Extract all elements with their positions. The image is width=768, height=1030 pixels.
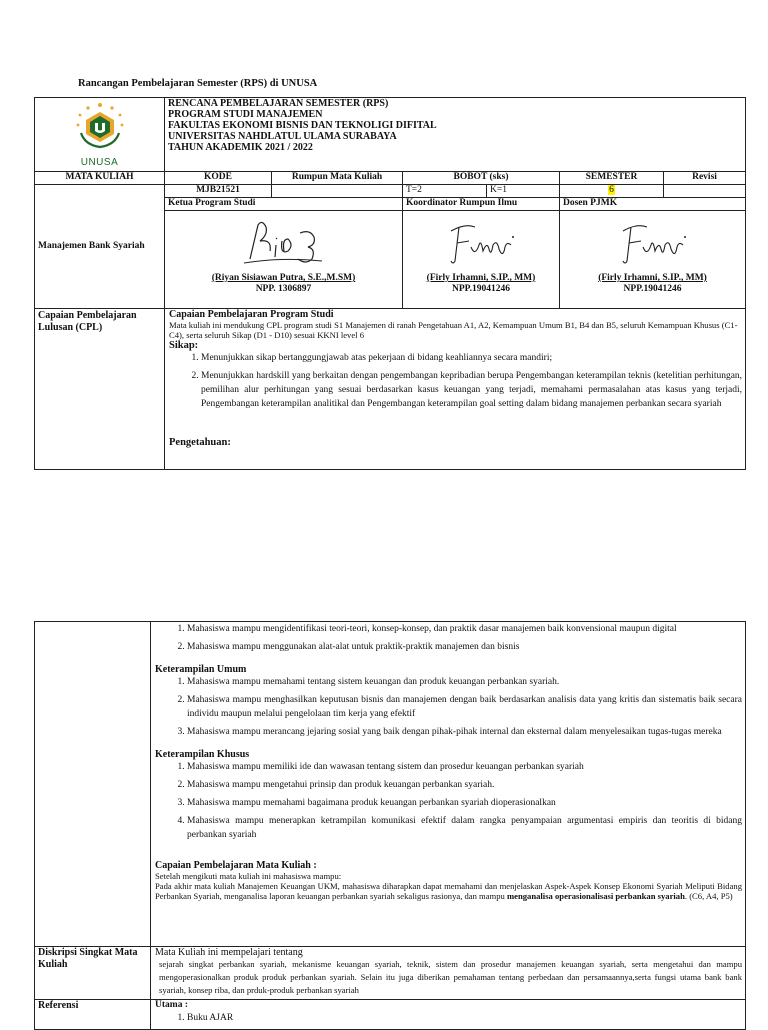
cpmk-bold: menganalisa operasionalisasi perbankan syariah: [507, 891, 685, 901]
description-content: [151, 947, 746, 1000]
page-title: Rancangan Pembelajaran Semester (RPS) di UNUSA: [78, 78, 318, 89]
cpmk-tail: . (C6, A4, P5): [684, 891, 733, 901]
rps-cpl-continued-table: [34, 621, 746, 1030]
cpl-title: Capaian Pembelajaran Program Studi: [169, 309, 334, 320]
description-label: Diskripsi Singkat Mata Kuliah: [35, 947, 151, 1000]
role-dosen: Dosen PJMK: [560, 198, 746, 211]
kk-heading: Keterampilan Khusus: [155, 749, 250, 760]
revisi-value: [664, 185, 746, 198]
unusa-emblem-icon: [69, 101, 131, 153]
signature-koordinator: [441, 217, 521, 267]
header-line: UNIVERSITAS NAHDLATUL ULAMA SURABAYA: [168, 131, 397, 142]
cpmk-heading: Capaian Pembelajaran Mata Kuliah :: [155, 860, 317, 871]
rumpun-value: [272, 185, 403, 198]
ku-heading: Keterampilan Umum: [155, 664, 247, 675]
col-mata-kuliah: MATA KULIAH: [35, 172, 165, 185]
description-body: sejarah singkat perbankan syariah, mekanisme keuangan syariah, teknik, sistem dan prosedur manajemen keuangan syariah, serta mengetahui dan mampu mengoperasionalkan produk produk perbankan syariah. Selain itu juga diberikan pemahaman tentang perbedaan dan persamaannya,serta fungsi utama bank bank syariah, konsep riba, dan prduk-produk perbankan syariah: [159, 959, 742, 995]
semester-number: 6: [609, 185, 614, 195]
sikap-list: [169, 351, 742, 411]
logo-text: UNUSA: [80, 157, 119, 168]
signature-dosen: [613, 217, 693, 267]
koordinator-name: (Firly Irhamni, S.IP., MM): [426, 273, 536, 283]
kaprodi-name: (Riyan Sisiawan Putra, S.E.,M.SM): [211, 273, 356, 283]
rps-header-table: [34, 97, 746, 470]
list-item: 4. Mahasiswa mampu menerapkan ketrampilan komunikasi efektif dalam rangka penyampaian argumentasi empiris dan teoritis di bidang perbankan syariah: [187, 814, 742, 842]
semester-value: [560, 185, 664, 198]
pengetahuan-list: [155, 622, 742, 654]
cpmk-body: Pada akhir mata kuliah Manajemen Keuangan UKM, mahasiswa diharapkan dapat memahami dan menjelaskan Aspek-Aspek Konsep Ekonomi Syariah Meliputi Bidang Perbankan Syariah, menganalisa laporan keuangan perbankan syariah sekaligus rasionya, dan mampu: [155, 881, 742, 901]
header-line: RENCANA PEMBELAJARAN SEMESTER (RPS): [168, 98, 389, 109]
role-kaprodi: Ketua Program Studi: [165, 198, 403, 211]
list-item: 2. Mahasiswa mampu menghasilkan keputusan bisnis dan manajemen dengan baik berdasarkan analisis data yang kritis dan sistematis baik secara individu maupun melalui pengelolaan tim kerja yang efektif: [187, 693, 742, 721]
signature-cell-kaprodi: [165, 211, 403, 309]
course-code: MJB21521: [165, 185, 272, 198]
course-name: Manajemen Bank Syariah: [35, 185, 165, 309]
dosen-npp: NPP.19041246: [623, 284, 682, 294]
reference-list: [155, 1011, 742, 1025]
cpl-continued-content: [151, 622, 746, 947]
header-line: PROGRAM STUDI MANAJEMEN: [168, 109, 323, 120]
list-item: 3. Mahasiswa mampu merancang jejaring sosial yang baik dengan pihak-pihak internal dan eksternal dalam menyelesaikan tugas-tugas mereka: [187, 725, 742, 739]
header-line: TAHUN AKADEMIK 2021 / 2022: [168, 142, 313, 153]
cpl-label: Capaian Pembelajaran Lulusan (CPL): [35, 309, 165, 470]
sikap-heading: Sikap:: [169, 340, 199, 351]
list-item: 2. Mahasiswa mampu menggunakan alat-alat untuk praktik-praktik manajemen dan bisnis: [187, 640, 742, 654]
list-item: 2. Menunjukkan hardskill yang berkaitan dengan pengembangan kepribadian berupa Pengembangan keterampilan teknis (ketelitian perhitungan, pemilihan alur perhitungan yang sesuai berdasarkan kasus keuangan yang terjadi, memahami permasalahan atas kasus yang terjadi, Pengembangan keterampilan analitikal dan Pengembangan keterampilan goal setting dalam bidang manajemen perbankan secara syariah: [201, 369, 742, 411]
col-semester: SEMESTER: [560, 172, 664, 185]
list-item: 1. Mahasiswa mampu memiliki ide dan wawasan tentang sistem dan prosedur keuangan perbankan syariah: [187, 760, 742, 774]
kaprodi-npp: NPP. 1306897: [255, 284, 312, 294]
cpl-intro: Mata kuliah ini mendukung CPL program studi S1 Manajemen di ranah Pengetahuan A1, A2, Kemampuan Umum B1, B4 dan B5, seluruh Kemampuan Khusus (C1-C4), serta seluruh Sikap (D1 - D10) sesuai KKNI level 6: [169, 320, 738, 340]
signature-cell-dosen: [560, 211, 746, 309]
list-item: 3. Mahasiswa mampu memahami bagaimana produk keuangan perbankan syariah dioperasionalkan: [187, 796, 742, 810]
col-rumpun: Rumpun Mata Kuliah: [272, 172, 403, 185]
rps-title-block: [165, 98, 746, 172]
list-item: 1. Mahasiswa mampu memahami tentang sistem keuangan dan produk keuangan perbankan syariah.: [187, 675, 742, 689]
list-item: 2. Mahasiswa mampu mengetahui prinsip dan produk keuangan perbankan syariah.: [187, 778, 742, 792]
header-line: FAKULTAS EKONOMI BISNIS DAN TEKNOLIGI DIFITAL: [168, 120, 437, 131]
list-item: 1. Menunjukkan sikap bertanggungjawab atas pekerjaan di bidang keahliannya secara mandiri;: [201, 351, 742, 365]
reference-content: [151, 1000, 746, 1030]
kk-list: [155, 760, 742, 842]
role-koordinator: Koordinator Rumpun Ilmu: [403, 198, 560, 211]
description-head: Mata Kuliah ini mempelajari tentang: [155, 947, 303, 958]
cpl-label-empty: [35, 622, 151, 947]
reference-label: Referensi: [35, 1000, 151, 1030]
logo-cell: [35, 98, 165, 172]
koordinator-npp: NPP.19041246: [452, 284, 510, 294]
cpl-content: [165, 309, 746, 470]
cpmk-intro: Setelah mengikuti mata kuliah ini mahasiswa mampu:: [155, 871, 342, 881]
col-bobot: BOBOT (sks): [403, 172, 560, 185]
dosen-name: (Firly Irhamni, S.IP., MM): [598, 273, 707, 283]
signature-kaprodi: [242, 217, 326, 267]
cpmk-text: [155, 881, 742, 901]
ku-list: [155, 675, 742, 739]
list-item: 1. Buku AJAR: [187, 1011, 742, 1025]
reference-utama: Utama :: [155, 1000, 188, 1010]
signature-cell-koordinator: [403, 211, 560, 309]
col-kode: KODE: [165, 172, 272, 185]
list-item: 1. Mahasiswa mampu mengidentifikasi teori-teori, konsep-konsep, dan praktik dasar manajemen baik konvensional maupun digital: [187, 622, 742, 636]
col-revisi: Revisi: [664, 172, 746, 185]
bobot-k: K=1: [487, 185, 560, 198]
bobot-t: T=2: [403, 185, 487, 198]
pengetahuan-heading: Pengetahuan:: [169, 437, 231, 448]
